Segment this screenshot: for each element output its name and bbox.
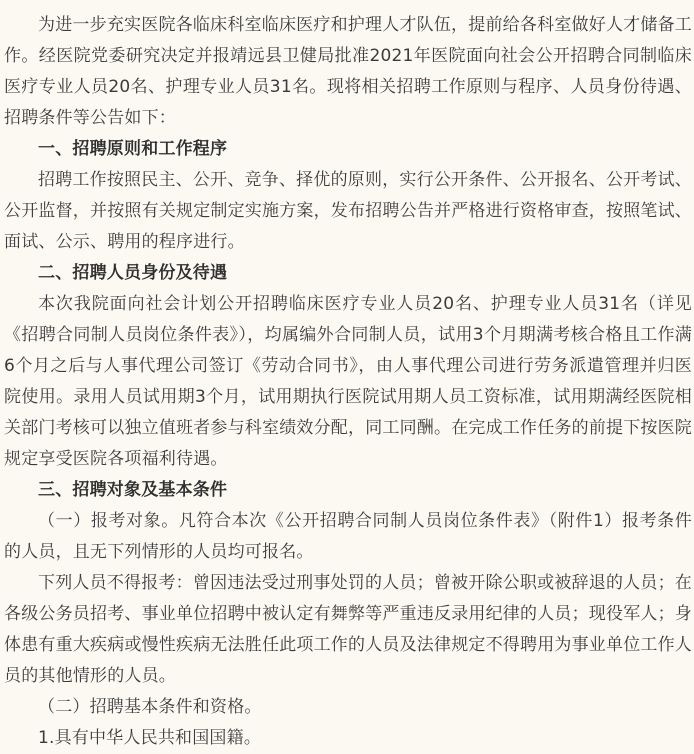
section-heading-status: 二、招聘人员身份及待遇 xyxy=(38,263,228,283)
intro-paragraph: 为进一步充实医院各临床科室临床医疗和护理人才队伍，提前给各科室做好人才储备工作。经医院党委研究决定并报靖远县卫健局批准2021年医院面向社会公开招聘合同制临床医疗专业人员20名、护理专业人员31名。现将相关招聘工作原则与程序、人员身份待遇、招聘条件等公告如下： xyxy=(4,15,692,128)
nationality-paragraph: 1.具有中华人民共和国国籍。 xyxy=(38,728,262,748)
principles-paragraph: 招聘工作按照民主、公开、竞争、择优的原则，实行公开条件、公开报名、公开考试、公开监督，并按照有关规定制定实施方案，发布招聘公告并严格进行资格审查，按照笔试、面试、公示、聘用的程序进行。 xyxy=(4,170,692,252)
status-paragraph: 本次我院面向社会计划公开招聘临床医疗专业人员20名、护理专业人员31名（详见《招聘合同制人员岗位条件表》），均属编外合同制人员，试用3个月期满考核合格且工作满6个月之后与人事代理公司签订《劳动合同书》，由人事代理公司进行劳务派遣管理并归医院使用。录用人员试用期3个月，试用期执行医院试用期人员工资标准，试用期满经医院相关部门考核可以独立值班者参与科室绩效分配，同工同酬。在完成工作任务的前提下按医院规定享受医院各项福利待遇。 xyxy=(4,294,692,469)
section-heading-principles: 一、招聘原则和工作程序 xyxy=(38,139,228,159)
exclusion-paragraph: 下列人员不得报考：曾因违法受过刑事处罚的人员；曾被开除公职或被辞退的人员；在各级公务员招考、事业单位招聘中被认定有舞弊等严重违反录用纪律的人员；现役军人；身体患有重大疾病或慢性疾病无法胜任此项工作的人员及法律规定不得聘用为事业单位工作人员的其他情形的人员。 xyxy=(4,573,692,686)
eligibility-paragraph: （一）报考对象。凡符合本次《公开招聘合同制人员岗位条件表》（附件1）报考条件的人员，且无下列情形的人员均可报名。 xyxy=(4,511,692,562)
basic-conditions-paragraph: （二）招聘基本条件和资格。 xyxy=(38,697,262,717)
section-heading-eligibility: 三、招聘对象及基本条件 xyxy=(38,480,228,500)
